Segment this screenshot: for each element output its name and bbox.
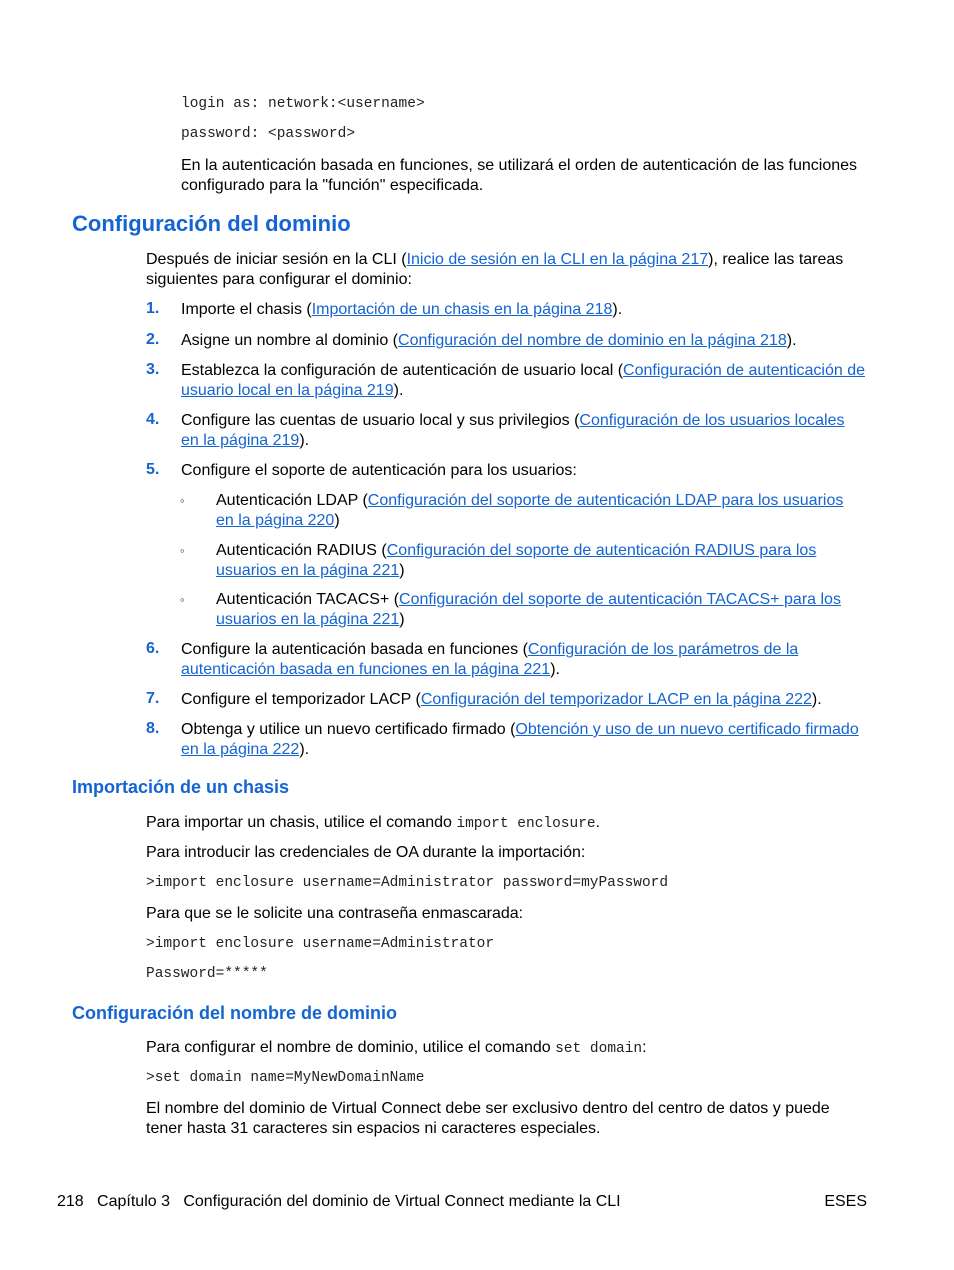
link-autenticacion-local[interactable]: Configuración de autenticación de (623, 362, 865, 379)
code-line-password: password: <password> (181, 126, 356, 142)
sub-bullet-radius: ◦ (180, 543, 185, 558)
list-item-text: Asigne un nombre al dominio ( (181, 332, 399, 349)
intro-paragraph: En la autenticación basada en funciones, se utilizará el orden de autenticación de las funciones configurado para la "función" especificada. (181, 157, 858, 194)
link-parametros-funciones-cont[interactable]: autenticación basada en funciones en la página 221 (181, 660, 551, 678)
link-ldap[interactable]: Configuración del soporte de autenticación LDAP para los usuarios (367, 492, 844, 509)
para-text: El nombre del dominio de Virtual Connect debe ser exclusivo dentro del centro de datos y puede (146, 1100, 830, 1117)
section2-para1 (146, 813, 876, 835)
sub-item-text: Autenticación LDAP ( (216, 492, 368, 509)
inline-code-set-domain: set domain (555, 1041, 643, 1057)
link-certificado[interactable]: Obtención y uso de un nuevo certificado firmado (515, 721, 859, 738)
sub-item-text: ) (334, 511, 340, 529)
code-line-login: login as: network:<username> (181, 96, 425, 112)
inline-code-import: import enclosure (456, 816, 596, 832)
list-number-2: 2. (146, 331, 160, 348)
list-item-1 (181, 300, 871, 320)
link-tacacs[interactable]: Configuración del soporte de autenticación TACACS+ para los (399, 591, 841, 608)
para-text: : (642, 1039, 647, 1056)
link-nombre-dominio[interactable]: Configuración del nombre de dominio en la página 218 (398, 332, 787, 349)
list-item-4 (181, 411, 881, 450)
sub-item-radius (216, 541, 886, 580)
link-radius-cont[interactable]: usuarios en la página 221 (216, 561, 400, 579)
section3-para2 (146, 1099, 876, 1138)
list-item-text: Obtenga y utilice un nuevo certificado firmado ( (181, 721, 516, 738)
link-ldap-cont[interactable]: en la página 220 (216, 511, 335, 529)
section2-para3: Para que se le solicite una contraseña enmascarada: (146, 905, 524, 922)
link-parametros-funciones[interactable]: Configuración de los parámetros de la (527, 641, 799, 658)
sub-item-tacacs (216, 590, 886, 629)
list-item-8 (181, 720, 881, 759)
link-radius[interactable]: Configuración del soporte de autenticación RADIUS para los (386, 542, 817, 559)
link-importacion-chasis[interactable]: Importación de un chasis en la página 218 (311, 301, 613, 318)
list-number-3: 3. (146, 361, 160, 378)
section-heading-configuracion-dominio: Configuración del dominio (72, 211, 351, 236)
section-heading-nombre-dominio: Configuración del nombre de dominio (72, 1003, 398, 1023)
link-inicio-sesion[interactable]: Inicio de sesión en la CLI en la página 217 (406, 251, 709, 268)
list-number-5: 5. (146, 461, 160, 478)
link-certificado-cont[interactable]: en la página 222 (181, 740, 300, 758)
sub-bullet-tacacs: ◦ (180, 592, 185, 607)
link-usuarios-locales-cont[interactable]: en la página 219 (181, 431, 300, 449)
code-set-domain: >set domain name=MyNewDomainName (146, 1070, 425, 1086)
sub-item-text: ) (399, 610, 405, 628)
sub-bullet-ldap: ◦ (180, 493, 185, 508)
list-item-text: Establezca la configuración de autenticación de usuario local ( (181, 362, 624, 379)
list-item-text: Configure el temporizador LACP ( (181, 691, 421, 708)
list-item-text: Importe el chasis ( (181, 301, 312, 318)
link-tacacs-cont[interactable]: usuarios en la página 221 (216, 610, 400, 628)
list-item-5: Configure el soporte de autenticación para los usuarios: (181, 462, 577, 479)
intro-text-c: siguientes para configurar el dominio: (146, 270, 412, 288)
list-item-text: ). (550, 660, 560, 678)
list-item-2 (181, 331, 871, 351)
list-number-7: 7. (146, 690, 160, 707)
code-password-masked: Password=***** (146, 966, 268, 982)
list-item-7 (181, 690, 881, 710)
list-item-text: ). (786, 332, 797, 349)
sub-item-text: ) (399, 561, 405, 579)
code-import-username: >import enclosure username=Administrator (146, 936, 495, 952)
section1-intro (146, 250, 876, 289)
sub-item-text: Autenticación RADIUS ( (216, 542, 387, 559)
section-heading-importacion-chasis: Importación de un chasis (72, 777, 290, 797)
list-number-4: 4. (146, 411, 160, 428)
sub-item-ldap (216, 491, 886, 530)
para-text: tener hasta 31 caracteres sin espacios ni caracteres especiales. (146, 1119, 601, 1137)
section2-para2: Para introducir las credenciales de OA durante la importación: (146, 844, 586, 861)
footer-page-number: 218 (57, 1193, 84, 1210)
footer-left (57, 1192, 621, 1212)
list-item-text: Configure las cuentas de usuario local y sus privilegios ( (181, 412, 580, 429)
list-number-1: 1. (146, 300, 160, 317)
list-item-6 (181, 640, 881, 679)
footer-lang: ESES (824, 1193, 867, 1210)
para-text: Para configurar el nombre de dominio, utilice el comando (146, 1039, 556, 1056)
section3-para1 (146, 1038, 876, 1060)
intro-text-a: Después de iniciar sesión en la CLI ( (146, 251, 407, 268)
list-item-text: Configure la autenticación basada en funciones ( (181, 641, 528, 658)
list-number-6: 6. (146, 640, 160, 657)
list-item-text: ). (299, 431, 310, 449)
list-item-text: ). (299, 740, 310, 758)
list-item-text: ). (393, 381, 404, 399)
list-item-text: ). (612, 301, 623, 318)
code-import-password: >import enclosure username=Administrator password=myPassword (146, 875, 669, 891)
footer-title: Configuración del dominio de Virtual Connect mediante la CLI (183, 1193, 621, 1210)
footer-chapter: Capítulo 3 (97, 1193, 170, 1210)
para-text: . (595, 814, 601, 831)
list-item-text: ). (811, 691, 822, 708)
link-usuarios-locales[interactable]: Configuración de los usuarios locales (579, 412, 845, 429)
list-number-8: 8. (146, 720, 160, 737)
link-autenticacion-local-cont[interactable]: usuario local en la página 219 (181, 381, 394, 399)
link-temporizador-lacp[interactable]: Configuración del temporizador LACP en la página 222 (420, 691, 812, 708)
para-text: Para importar un chasis, utilice el comando (146, 814, 457, 831)
intro-text-b: ), realice las tareas (708, 251, 844, 268)
list-item-3 (181, 361, 881, 400)
sub-item-text: Autenticación TACACS+ ( (216, 591, 400, 608)
